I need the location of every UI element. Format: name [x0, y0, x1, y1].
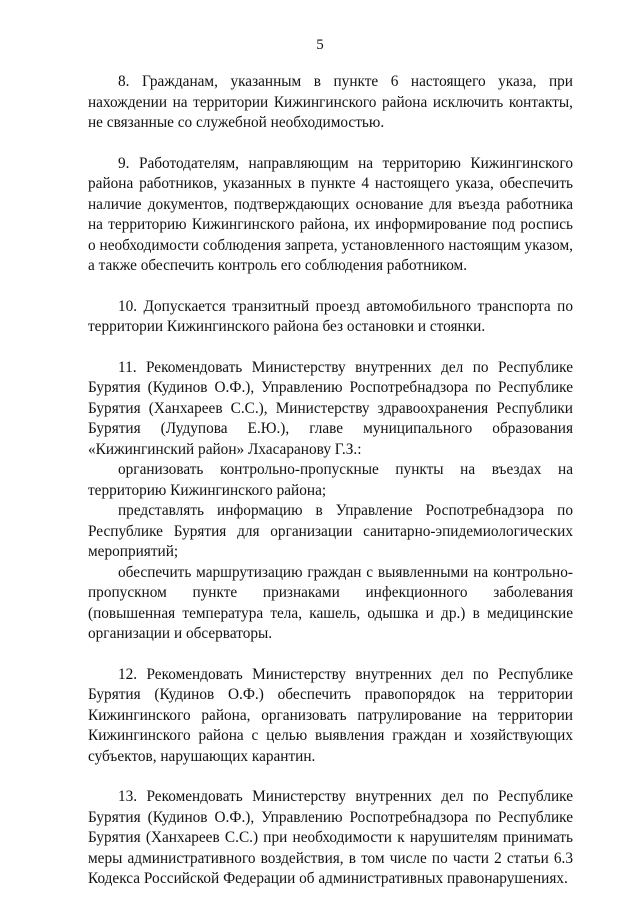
- paragraph-item-13: 13. Рекомендовать Министерству внутренних дел по Республике Бурятия (Кудинов О.Ф.), Управлению Роспотребнадзора по Республике Бурятия (Ханхареев С.С.) при необходимости к нарушителям принимать меры административного воздействия, в том числе по части 2 статьи 6.3 Кодекса Российской Федерации об административных правонарушениях.: [88, 788, 573, 887]
- paragraph-item-11-subitem-checkpoints: организовать контрольно-пропускные пункты на въездах на территорию Кижингинского района;: [88, 461, 573, 499]
- page-number: 5: [316, 37, 324, 53]
- paragraph-item-9: 9. Работодателям, направляющим на территорию Кижингинского района работников, указанных в пункте 4 настоящего указа, обеспечить наличие документов, подтверждающих основание для въезда работника на территорию Кижингинского района, их информирование под роспись о необходимости соблюдения запрета, установленного настоящим указом, а также обеспечить контроль его соблюдения работником.: [88, 154, 573, 274]
- paragraph-item-11: 11. Рекомендовать Министерству внутренних дел по Республике Бурятия (Кудинов О.Ф.), Управлению Роспотребнадзора по Республике Бурятия (Ханхареев С.С.), Министерству здравоохранения Республики Бурятия (Лудупова Е.Ю.), главе муниципального образования «Кижингинский район» Лхасаранову Г.З.:: [88, 358, 573, 458]
- paragraph-item-11-subitem-routing: обеспечить маршрутизацию граждан с выявленными на контрольно-пропускном пункте признаками инфекционного заболевания (повышенная температура тела, кашель, одышка и др.) в медицинские организации и обсерваторы.: [88, 563, 573, 642]
- paragraph-item-11-subitem-information: представлять информацию в Управление Роспотребнадзора по Республике Бурятия для организации санитарно-эпидемиологических мероприятий;: [88, 502, 573, 560]
- paragraph-item-10: 10. Допускается транзитный проезд автомобильного транспорта по территории Кижингинского района без остановки и стоянки.: [88, 297, 573, 335]
- paragraph-item-8: 8. Гражданам, указанным в пункте 6 настоящего указа, при нахождении на территории Кижингинского района исключить контакты, не связанные со служебной необходимостью.: [88, 73, 573, 131]
- document-body: [88, 72, 573, 890]
- paragraph-item-12: 12. Рекомендовать Министерству внутренних дел по Республике Бурятия (Кудинов О.Ф.) обеспечить правопорядок на территории Кижингинского района, организовать патрулирование на территории Кижингинского района с целью выявления граждан и хозяйствующих субъектов, нарушающих карантин.: [88, 665, 573, 765]
